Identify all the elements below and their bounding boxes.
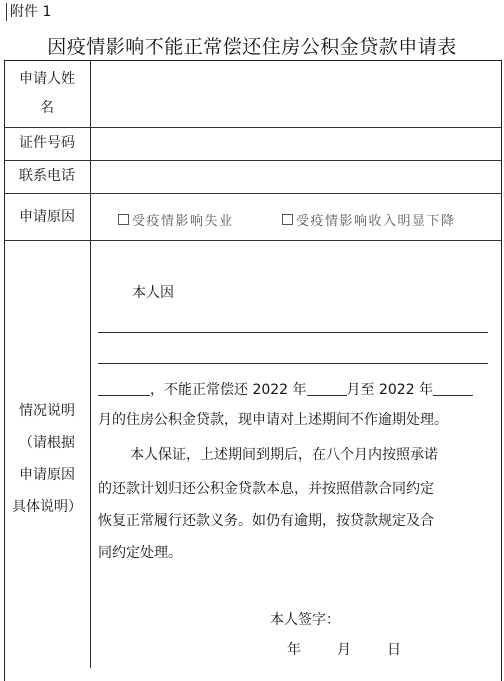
signature-label: 本人签字：: [270, 612, 340, 628]
label-situation: [4, 395, 90, 523]
reason-option-unemployed[interactable]: [118, 210, 234, 229]
reason-option-income-drop[interactable]: [282, 210, 456, 229]
date-day-label: 日: [387, 642, 401, 658]
statement-para2-line1: 本人保证，上述期间到期后，在八个月内按照承诺: [130, 447, 438, 463]
id-number-field[interactable]: [92, 129, 499, 159]
phone-field[interactable]: [92, 162, 499, 192]
statement-intro: 本人因: [132, 285, 174, 301]
label-applicant-name-2: 名: [40, 100, 54, 116]
row-divider: [4, 240, 501, 241]
row-divider: [4, 193, 501, 194]
date-month-label: 月: [337, 642, 351, 658]
statement-para2-line4: 同约定处理。: [98, 545, 182, 561]
reason-option-label: 受疫情影响失业: [132, 214, 234, 229]
form-title: 因疫情影响不能正常偿还住房公积金贷款申请表: [47, 36, 457, 58]
checkbox-icon[interactable]: [118, 214, 129, 225]
column-divider: [90, 60, 91, 668]
label-phone: 联系电话: [19, 168, 75, 184]
row-divider: [4, 160, 501, 161]
statement-para2-line2: 的还款计划归还公积金贷款本息，并按照借款合同约定: [98, 481, 434, 497]
blank-month-end[interactable]: [433, 381, 473, 396]
blank-month-start[interactable]: [307, 381, 347, 396]
reason-option-label: 受疫情影响收入明显下降: [296, 214, 456, 229]
label-situation-line: （请根据: [19, 435, 75, 451]
applicant-name-field[interactable]: [92, 62, 499, 126]
reason-blank-line[interactable]: [98, 363, 488, 364]
label-situation-line: 具体说明）: [12, 499, 82, 515]
label-reason: 申请原因: [19, 209, 75, 225]
statement-text: 月至 2022 年: [346, 382, 434, 398]
statement-text: ，不能正常偿还 2022 年: [150, 382, 307, 398]
attachment-label: 附件 1: [6, 3, 51, 21]
row-divider: [4, 127, 501, 128]
statement-para2-line3: 恢复正常履行还款义务。如仍有逾期，按贷款规定及合: [98, 513, 434, 529]
statement-line3: [98, 380, 473, 400]
label-applicant-name-1: 申请人姓: [19, 71, 75, 87]
date-year-label: 年: [287, 642, 301, 658]
statement-line4: 月的住房公积金贷款，现申请对上述期间不作逾期处理。: [98, 412, 448, 428]
label-situation-line: 情况说明: [19, 403, 75, 419]
label-id-number: 证件号码: [19, 135, 75, 151]
reason-blank-line[interactable]: [98, 332, 488, 333]
checkbox-icon[interactable]: [282, 214, 293, 225]
blank-underline[interactable]: [98, 381, 150, 396]
label-situation-line: 申请原因: [19, 467, 75, 483]
